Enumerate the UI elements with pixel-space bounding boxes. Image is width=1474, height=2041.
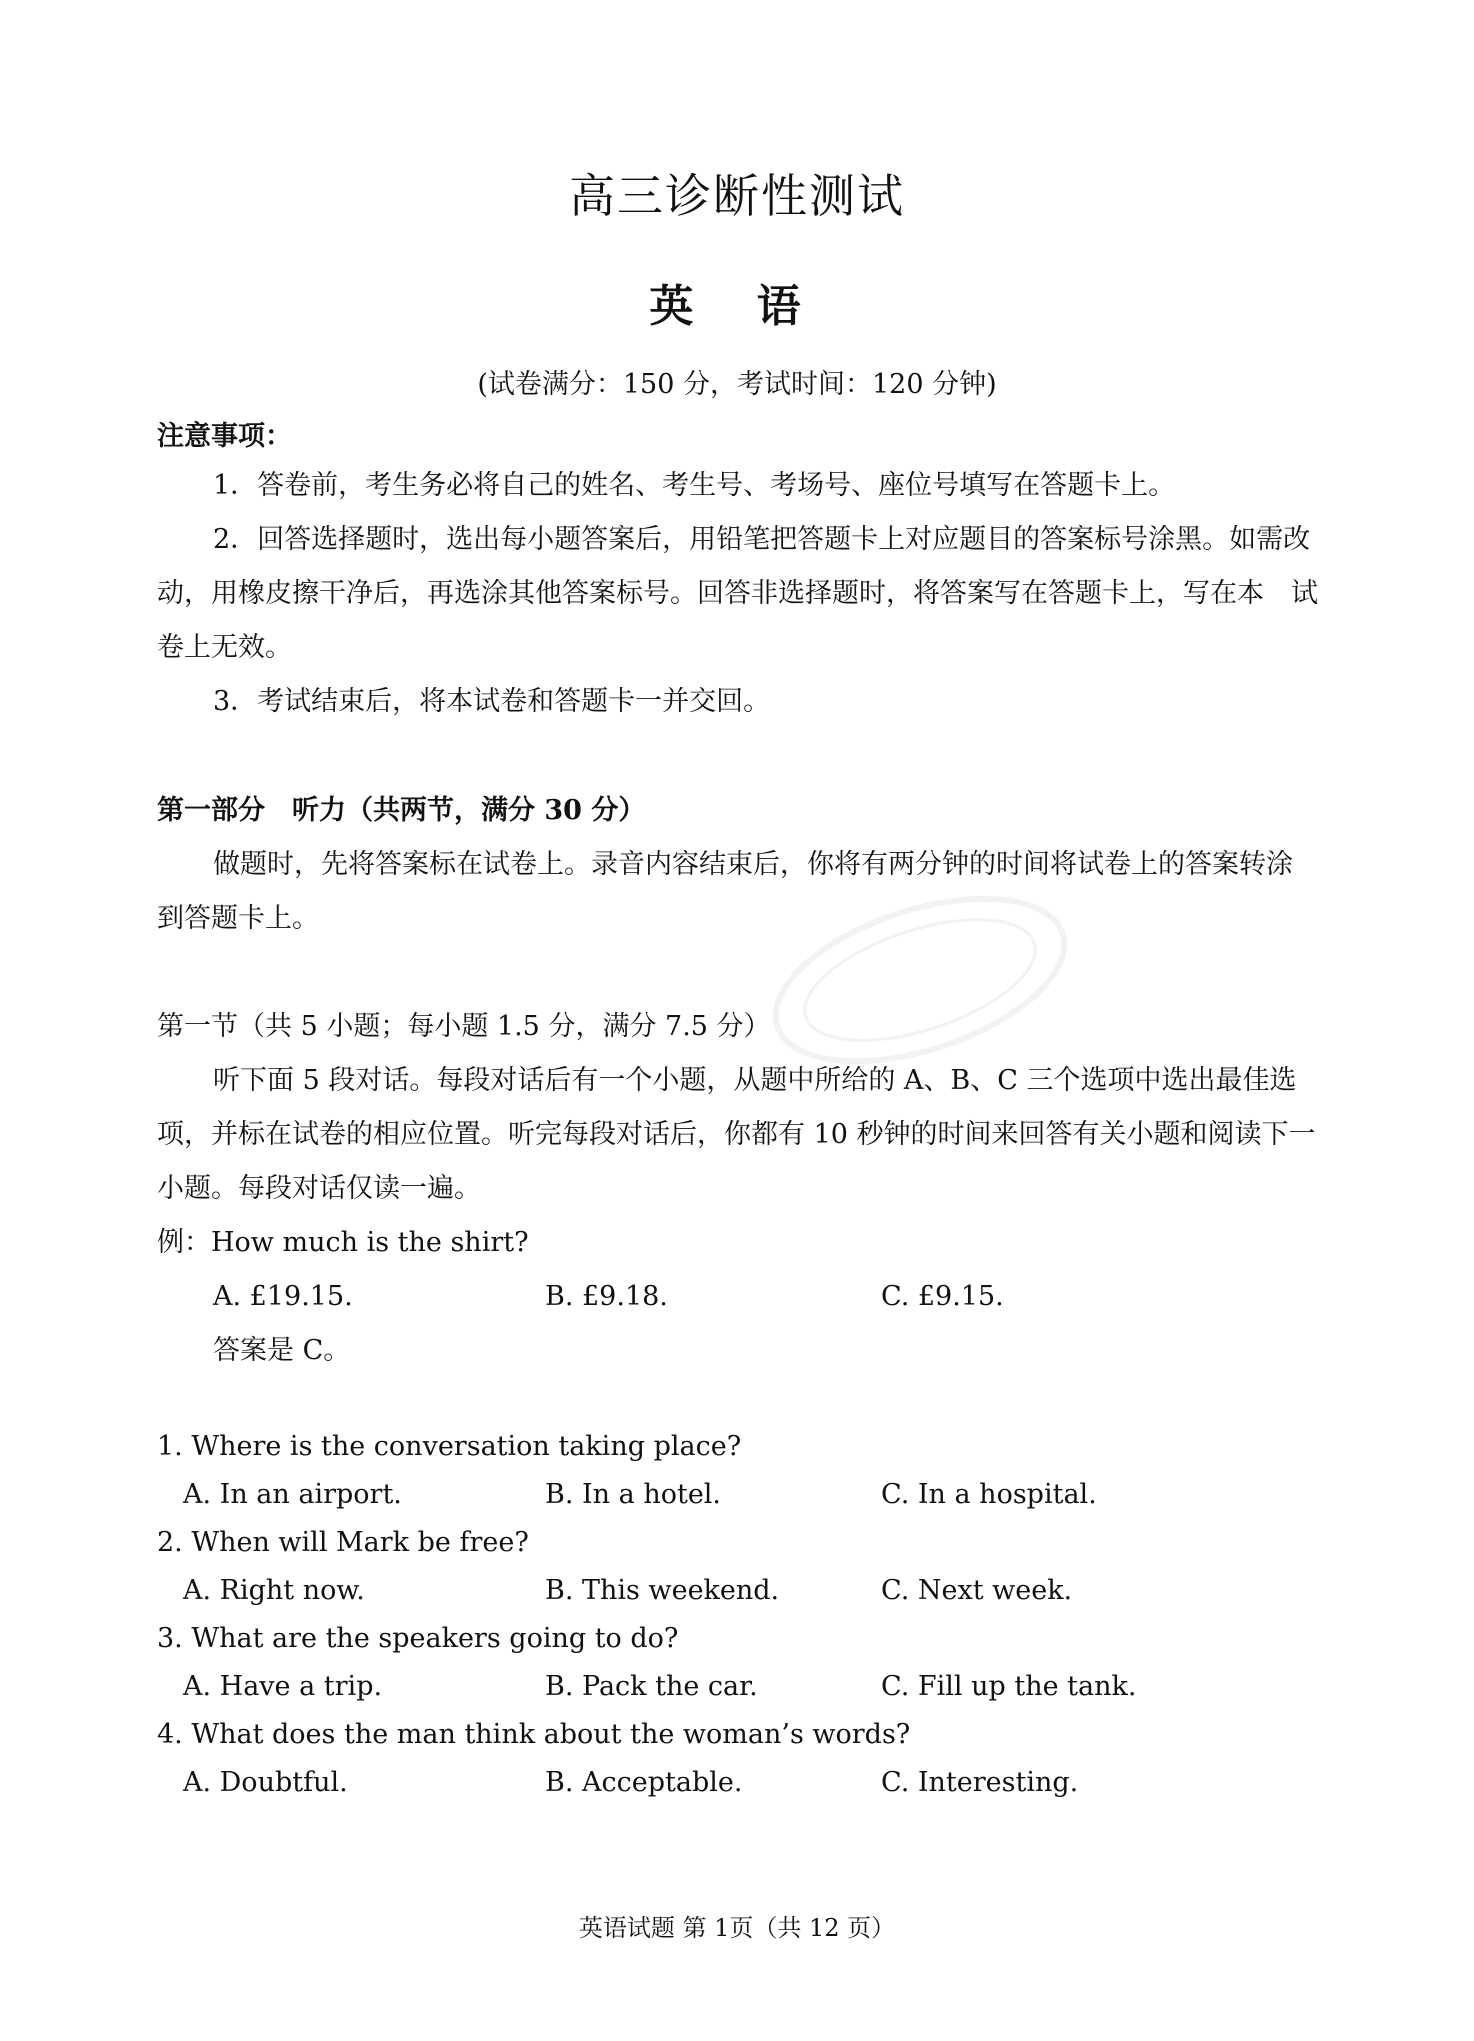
section1-desc-text: 听下面 5 段对话。每段对话后有一个小题，从题中所给的 A、B、C 三个选项中选出最佳选项，并标在试卷的相应位置。听完每段对话后，你都有 10 秒钟的时间来回答有关小题和阅读下一小题。每段对话仅读一遍。 bbox=[157, 1065, 1316, 1204]
question-options bbox=[157, 1759, 1325, 1807]
question-options bbox=[157, 1567, 1325, 1615]
example-option-a: A. £19.15. bbox=[213, 1281, 353, 1312]
example-option-b: B. £9.18. bbox=[545, 1281, 668, 1312]
question-item bbox=[157, 1519, 1325, 1615]
question-item bbox=[157, 1711, 1325, 1807]
page-footer: 英语试题 第 1页（共 12 页） bbox=[578, 1914, 896, 1942]
notice-list bbox=[157, 459, 1325, 729]
exam-meta: (试卷满分：150 分，考试时间：120 分钟) bbox=[477, 369, 997, 400]
section1-heading: 第一节（共 5 小题；每小题 1.5 分，满分 7.5 分） bbox=[157, 1011, 771, 1042]
example-answer: 答案是 C。 bbox=[213, 1335, 351, 1366]
option-b: B. Acceptable. bbox=[545, 1767, 743, 1798]
exam-title: 高三诊断性测试 bbox=[569, 169, 905, 223]
part1-desc-text: 做题时，先将答案标在试卷上。录音内容结束后，你将有两分钟的时间将试卷上的答案转涂 到答题卡上。 bbox=[157, 849, 1320, 934]
option-b: B. This weekend. bbox=[545, 1575, 780, 1606]
option-a: A. Right now. bbox=[183, 1575, 365, 1606]
question-stem: 1. Where is the conversation taking place? bbox=[157, 1431, 742, 1462]
example-options bbox=[157, 1270, 1325, 1324]
option-c: C. Fill up the tank. bbox=[881, 1671, 1137, 1702]
section1-desc bbox=[157, 1054, 1325, 1216]
question-list bbox=[157, 1423, 1325, 1807]
option-c: C. Interesting. bbox=[881, 1767, 1079, 1798]
option-a: A. Have a trip. bbox=[183, 1671, 383, 1702]
question-stem: 3. What are the speakers going to do? bbox=[157, 1623, 679, 1654]
question-stem: 4. What does the man think about the woman’s words? bbox=[157, 1719, 911, 1750]
option-b: B. In a hotel. bbox=[545, 1479, 722, 1510]
question-item bbox=[157, 1423, 1325, 1519]
notice-item: 3．考试结束后，将本试卷和答题卡一并交回。 bbox=[213, 686, 771, 717]
notice-heading: 注意事项： bbox=[157, 421, 292, 452]
question-options bbox=[157, 1471, 1325, 1519]
option-b: B. Pack the car. bbox=[545, 1671, 758, 1702]
part1-heading: 第一部分 听力（共两节，满分 30 分） bbox=[157, 795, 646, 826]
question-stem: 2. When will Mark be free? bbox=[157, 1527, 529, 1558]
question-options bbox=[157, 1663, 1325, 1711]
example-block bbox=[157, 1216, 1325, 1378]
notice-item: 1．答卷前，考生务必将自己的姓名、考生号、考场号、座位号填写在答题卡上。 bbox=[213, 470, 1176, 501]
option-a: A. Doubtful. bbox=[183, 1767, 348, 1798]
example-question: 例：How much is the shirt? bbox=[157, 1227, 529, 1258]
notice-item: 2．回答选择题时，选出每小题答案后，用铅笔把答题卡上对应题目的答案标号涂黑。如需改动，用橡皮擦干净后，再选涂其他答案标号。回答非选择题时，将答案写在答题卡上，写在本 试卷上无效。 bbox=[157, 524, 1318, 663]
example-option-c: C. £9.15. bbox=[881, 1281, 1004, 1312]
option-a: A. In an airport. bbox=[183, 1479, 402, 1510]
question-item bbox=[157, 1615, 1325, 1711]
option-c: C. Next week. bbox=[881, 1575, 1073, 1606]
part1-desc bbox=[157, 838, 1325, 946]
exam-subject: 英 语 bbox=[649, 281, 825, 332]
option-c: C. In a hospital. bbox=[881, 1479, 1097, 1510]
